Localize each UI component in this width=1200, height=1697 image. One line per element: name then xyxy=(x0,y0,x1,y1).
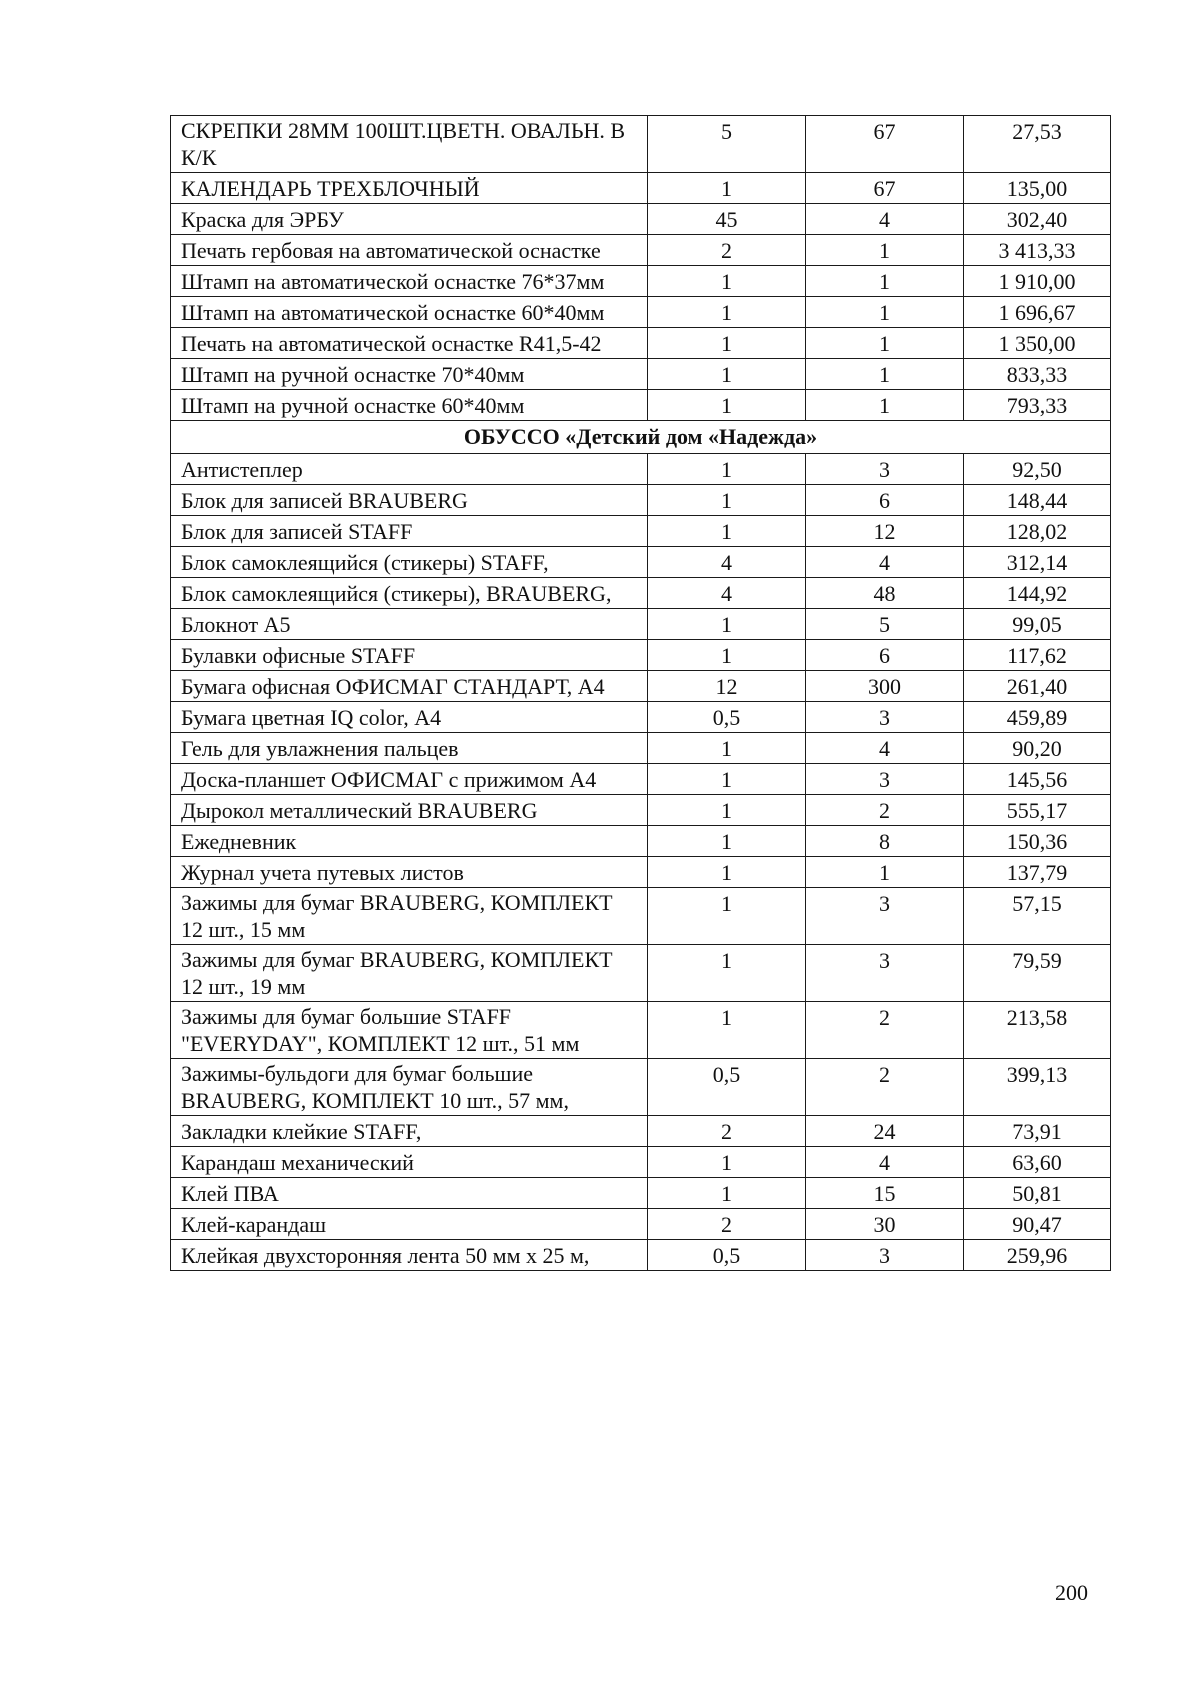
value-c-cell: 135,00 xyxy=(964,173,1111,204)
table-row xyxy=(171,116,1111,173)
value-c-cell: 150,36 xyxy=(964,826,1111,857)
item-name-cell: Штамп на автоматической оснастке 60*40мм xyxy=(171,297,648,328)
table-row xyxy=(171,578,1111,609)
value-a-cell: 1 xyxy=(648,795,806,826)
value-b-cell: 2 xyxy=(806,1002,964,1059)
value-a-cell: 1 xyxy=(648,359,806,390)
item-name-cell: Бумага цветная IQ color, А4 xyxy=(171,702,648,733)
value-b-cell: 4 xyxy=(806,204,964,235)
item-name-cell: Булавки офисные STAFF xyxy=(171,640,648,671)
item-name-cell: Штамп на ручной оснастке 70*40мм xyxy=(171,359,648,390)
value-a-cell: 1 xyxy=(648,609,806,640)
table-row xyxy=(171,1116,1111,1147)
value-c-cell: 312,14 xyxy=(964,547,1111,578)
value-c-cell: 302,40 xyxy=(964,204,1111,235)
value-c-cell: 90,47 xyxy=(964,1209,1111,1240)
value-a-cell: 1 xyxy=(648,173,806,204)
table-row xyxy=(171,671,1111,702)
value-a-cell: 45 xyxy=(648,204,806,235)
value-c-cell: 79,59 xyxy=(964,945,1111,1002)
value-c-cell: 148,44 xyxy=(964,485,1111,516)
table-row xyxy=(171,204,1111,235)
value-b-cell: 5 xyxy=(806,609,964,640)
table-row xyxy=(171,826,1111,857)
item-name-cell: Штамп на автоматической оснастке 76*37мм xyxy=(171,266,648,297)
value-b-cell: 15 xyxy=(806,1178,964,1209)
value-c-cell: 459,89 xyxy=(964,702,1111,733)
table-row xyxy=(171,359,1111,390)
value-c-cell: 73,91 xyxy=(964,1116,1111,1147)
value-a-cell: 2 xyxy=(648,235,806,266)
value-a-cell: 1 xyxy=(648,328,806,359)
value-a-cell: 12 xyxy=(648,671,806,702)
value-a-cell: 1 xyxy=(648,945,806,1002)
value-b-cell: 1 xyxy=(806,390,964,421)
table-row xyxy=(171,454,1111,485)
value-a-cell: 1 xyxy=(648,390,806,421)
value-b-cell: 30 xyxy=(806,1209,964,1240)
table-row xyxy=(171,764,1111,795)
value-a-cell: 4 xyxy=(648,578,806,609)
value-a-cell: 1 xyxy=(648,733,806,764)
value-b-cell: 1 xyxy=(806,359,964,390)
item-name-cell: Блок для записей BRAUBERG xyxy=(171,485,648,516)
value-c-cell: 92,50 xyxy=(964,454,1111,485)
item-name-cell: Блокнот А5 xyxy=(171,609,648,640)
item-name-cell: Гель для увлажнения пальцев xyxy=(171,733,648,764)
value-c-cell: 555,17 xyxy=(964,795,1111,826)
value-a-cell: 1 xyxy=(648,1002,806,1059)
table-row xyxy=(171,328,1111,359)
table-row xyxy=(171,266,1111,297)
value-a-cell: 1 xyxy=(648,1178,806,1209)
table-row xyxy=(171,888,1111,945)
table-row xyxy=(171,945,1111,1002)
value-b-cell: 1 xyxy=(806,297,964,328)
table-row xyxy=(171,640,1111,671)
table-row xyxy=(171,1178,1111,1209)
value-c-cell: 90,20 xyxy=(964,733,1111,764)
value-a-cell: 2 xyxy=(648,1209,806,1240)
item-name-cell: Карандаш механический xyxy=(171,1147,648,1178)
value-c-cell: 1 910,00 xyxy=(964,266,1111,297)
value-b-cell: 2 xyxy=(806,795,964,826)
value-a-cell: 0,5 xyxy=(648,1240,806,1271)
item-name-cell: Блок для записей STAFF xyxy=(171,516,648,547)
value-a-cell: 1 xyxy=(648,454,806,485)
table-row xyxy=(171,297,1111,328)
value-b-cell: 4 xyxy=(806,733,964,764)
value-c-cell: 1 350,00 xyxy=(964,328,1111,359)
item-name-cell: Дырокол металлический BRAUBERG xyxy=(171,795,648,826)
table-row xyxy=(171,702,1111,733)
value-a-cell: 1 xyxy=(648,764,806,795)
value-a-cell: 2 xyxy=(648,1116,806,1147)
value-b-cell: 3 xyxy=(806,1240,964,1271)
item-name-cell: Ежедневник xyxy=(171,826,648,857)
section-row xyxy=(171,421,1111,454)
value-a-cell: 1 xyxy=(648,297,806,328)
value-b-cell: 300 xyxy=(806,671,964,702)
value-c-cell: 145,56 xyxy=(964,764,1111,795)
value-b-cell: 1 xyxy=(806,328,964,359)
table-row xyxy=(171,857,1111,888)
item-name-cell: Доска-планшет ОФИСМАГ с прижимом А4 xyxy=(171,764,648,795)
page-number: 200 xyxy=(1055,1580,1088,1605)
value-a-cell: 1 xyxy=(648,485,806,516)
item-name-cell: СКРЕПКИ 28ММ 100ШТ.ЦВЕТН. ОВАЛЬН. В К/К xyxy=(171,116,648,173)
value-c-cell: 137,79 xyxy=(964,857,1111,888)
item-name-cell: Зажимы для бумаг BRAUBERG, КОМПЛЕКТ 12 шт., 19 мм xyxy=(171,945,648,1002)
value-b-cell: 48 xyxy=(806,578,964,609)
value-a-cell: 1 xyxy=(648,516,806,547)
value-b-cell: 6 xyxy=(806,640,964,671)
item-name-cell: КАЛЕНДАРЬ ТРЕХБЛОЧНЫЙ xyxy=(171,173,648,204)
value-c-cell: 1 696,67 xyxy=(964,297,1111,328)
table-row xyxy=(171,1147,1111,1178)
item-name-cell: Блок самоклеящийся (стикеры), BRAUBERG, xyxy=(171,578,648,609)
value-b-cell: 8 xyxy=(806,826,964,857)
section-title: ОБУССО «Детский дом «Надежда» xyxy=(171,421,1111,454)
item-name-cell: Бумага офисная ОФИСМАГ СТАНДАРТ, А4 xyxy=(171,671,648,702)
table-row xyxy=(171,547,1111,578)
value-a-cell: 1 xyxy=(648,888,806,945)
table-row xyxy=(171,390,1111,421)
item-name-cell: Блок самоклеящийся (стикеры) STAFF, xyxy=(171,547,648,578)
value-b-cell: 3 xyxy=(806,945,964,1002)
value-a-cell: 1 xyxy=(648,266,806,297)
value-b-cell: 2 xyxy=(806,1059,964,1116)
table-row xyxy=(171,485,1111,516)
item-name-cell: Штамп на ручной оснастке 60*40мм xyxy=(171,390,648,421)
table-row xyxy=(171,173,1111,204)
item-name-cell: Зажимы-бульдоги для бумаг большие BRAUBERG, КОМПЛЕКТ 10 шт., 57 мм, xyxy=(171,1059,648,1116)
value-b-cell: 6 xyxy=(806,485,964,516)
table-row xyxy=(171,516,1111,547)
value-c-cell: 128,02 xyxy=(964,516,1111,547)
table-row xyxy=(171,609,1111,640)
table-row xyxy=(171,1209,1111,1240)
value-a-cell: 4 xyxy=(648,547,806,578)
value-a-cell: 1 xyxy=(648,1147,806,1178)
value-b-cell: 4 xyxy=(806,547,964,578)
item-name-cell: Краска для ЭРБУ xyxy=(171,204,648,235)
value-c-cell: 213,58 xyxy=(964,1002,1111,1059)
table-row xyxy=(171,235,1111,266)
value-c-cell: 117,62 xyxy=(964,640,1111,671)
table-row xyxy=(171,733,1111,764)
item-name-cell: Закладки клейкие STAFF, xyxy=(171,1116,648,1147)
value-b-cell: 1 xyxy=(806,266,964,297)
value-c-cell: 3 413,33 xyxy=(964,235,1111,266)
item-name-cell: Клей-карандаш xyxy=(171,1209,648,1240)
value-c-cell: 144,92 xyxy=(964,578,1111,609)
value-b-cell: 67 xyxy=(806,116,964,173)
value-c-cell: 793,33 xyxy=(964,390,1111,421)
table-row xyxy=(171,1240,1111,1271)
value-a-cell: 0,5 xyxy=(648,702,806,733)
table-row xyxy=(171,1002,1111,1059)
value-b-cell: 12 xyxy=(806,516,964,547)
value-c-cell: 57,15 xyxy=(964,888,1111,945)
value-a-cell: 5 xyxy=(648,116,806,173)
value-c-cell: 259,96 xyxy=(964,1240,1111,1271)
item-name-cell: Печать гербовая на автоматической оснастке xyxy=(171,235,648,266)
value-b-cell: 3 xyxy=(806,702,964,733)
value-a-cell: 0,5 xyxy=(648,1059,806,1116)
goods-table xyxy=(170,115,1111,1271)
item-name-cell: Клейкая двухсторонняя лента 50 мм х 25 м, xyxy=(171,1240,648,1271)
item-name-cell: Журнал учета путевых листов xyxy=(171,857,648,888)
value-c-cell: 27,53 xyxy=(964,116,1111,173)
value-c-cell: 63,60 xyxy=(964,1147,1111,1178)
item-name-cell: Печать на автоматической оснастке R41,5-42 xyxy=(171,328,648,359)
value-b-cell: 3 xyxy=(806,888,964,945)
value-b-cell: 1 xyxy=(806,235,964,266)
table-row xyxy=(171,795,1111,826)
goods-table-body xyxy=(171,116,1111,1271)
item-name-cell: Антистеплер xyxy=(171,454,648,485)
item-name-cell: Клей ПВА xyxy=(171,1178,648,1209)
value-a-cell: 1 xyxy=(648,857,806,888)
value-c-cell: 399,13 xyxy=(964,1059,1111,1116)
value-a-cell: 1 xyxy=(648,640,806,671)
value-b-cell: 1 xyxy=(806,857,964,888)
value-c-cell: 50,81 xyxy=(964,1178,1111,1209)
value-b-cell: 67 xyxy=(806,173,964,204)
value-b-cell: 4 xyxy=(806,1147,964,1178)
value-c-cell: 99,05 xyxy=(964,609,1111,640)
value-c-cell: 261,40 xyxy=(964,671,1111,702)
value-b-cell: 3 xyxy=(806,764,964,795)
item-name-cell: Зажимы для бумаг большие STAFF "EVERYDAY", КОМПЛЕКТ 12 шт., 51 мм xyxy=(171,1002,648,1059)
value-b-cell: 3 xyxy=(806,454,964,485)
value-b-cell: 24 xyxy=(806,1116,964,1147)
value-c-cell: 833,33 xyxy=(964,359,1111,390)
value-a-cell: 1 xyxy=(648,826,806,857)
table-row xyxy=(171,1059,1111,1116)
item-name-cell: Зажимы для бумаг BRAUBERG, КОМПЛЕКТ 12 шт., 15 мм xyxy=(171,888,648,945)
